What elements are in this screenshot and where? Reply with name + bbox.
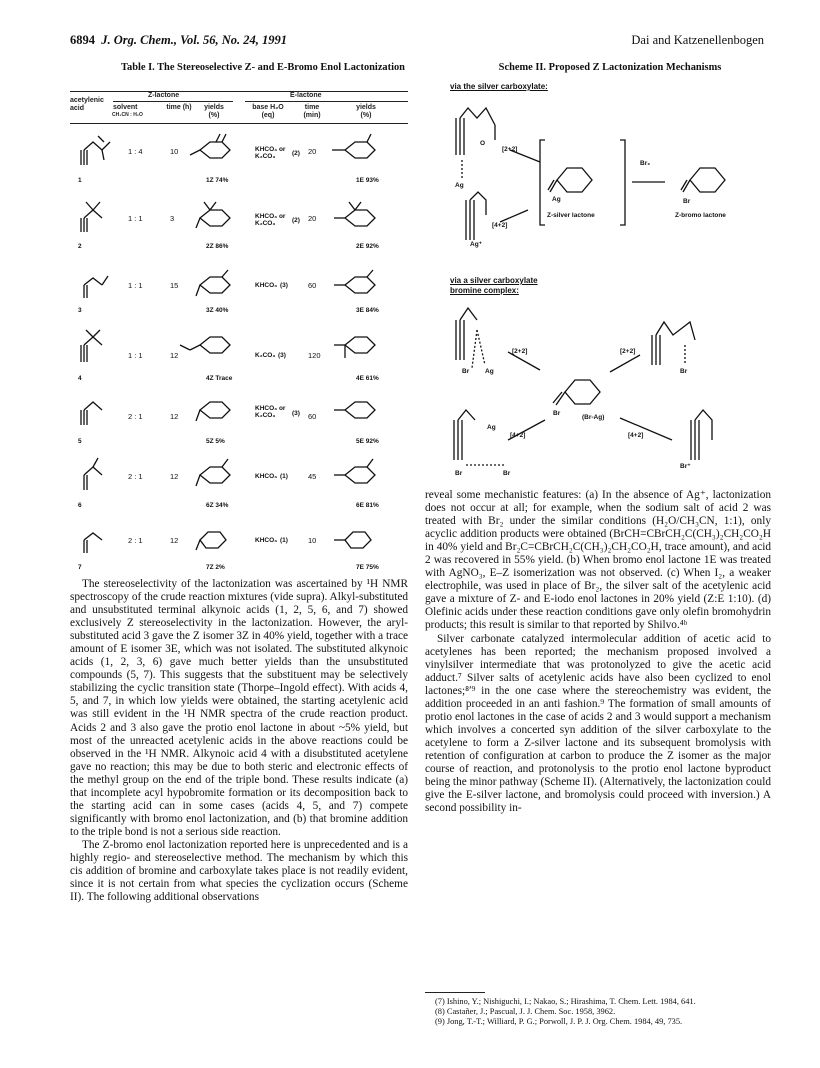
z-yield-cell: 6Z 34% — [206, 502, 229, 509]
references — [425, 997, 771, 1027]
base-cell: KHCO₃ or K₂CO₃ — [255, 146, 286, 160]
min-cell: 20 — [308, 147, 317, 156]
reference-item: (7) Ishino, Y.; Nishiguchi, I.; Nakao, S.; Hirashima, T. Chem. Lett. 1984, 641. — [435, 997, 696, 1006]
paragraph: The stereoselectivity of the lactonization was ascertained by ¹H NMR spectroscopy of the crude reaction mixtures (vide supra). Alkyl-substituted and unsubstituted terminal alkynoic acids (1, 2, 5, 6, and 7) showed exclusively Z stereoselectivity in the lactonization. However, the aryl-substituted acid 3 gave the Z isomer 3Z in 40% yield, together with a trace amount of E isomer 3E, which was not isolated. The substituted alkynoic acids (1, 2, 3, 6) gave much better yields than the unsubstituted compounds (5, 7). This suggests that the substituent may be selectively stabilizing the cyclic transition state (Thorpe–Ingold effect). With acids 4, 5, and 7, in which low yields were obtained, the starting acetylenic acid was still evident in the ¹H NMR spectra of the crude reaction product. Acids 2 and 3 also gave the protio enol lactone in about ~5% yield, but most of the unreacted acetylenic acids in the above reactions could be observed in the ¹H NMR. Alkynoic acid 4 with a disubstituted acetylene gave no reaction; this may be due to both steric and electronic effects of the methyl group on the end of the triple bond. These results indicate (a) that incomplete acyl hypobromite formation or its decomposition back to the starting acid can in some cases (acids 4, 5, and 7) compete significantly with bromo enol lactonization, and (b) that bromine addition to the triple bond is not a serious side reaction. — [70, 578, 408, 838]
base-cell: KHCO₃ — [255, 473, 278, 480]
scheme-label-br-e: Br — [455, 470, 463, 477]
scheme-label-br: Br — [683, 198, 691, 205]
scheme-label-agplus: Ag⁺ — [470, 241, 483, 248]
scheme-label-br-d: Br — [553, 410, 561, 417]
time-cell: 12 — [170, 351, 179, 360]
scheme-label-ag2: Ag — [552, 196, 561, 203]
acid-number: 4 — [78, 375, 82, 382]
min-cell: 20 — [308, 214, 317, 223]
e-yield-cell: 7E 75% — [356, 564, 379, 571]
scheme-label-br-b: Br — [462, 368, 470, 375]
acid-number: 2 — [78, 243, 82, 250]
z-yield-cell: 2Z 86% — [206, 243, 229, 250]
page-number: 6894 — [70, 33, 95, 47]
base-cell: K₂CO₃ — [255, 352, 276, 359]
time-cell: 12 — [170, 472, 179, 481]
ratio-cell: 2 : 1 — [128, 412, 143, 421]
scheme-label-brag: (Br-Ag) — [582, 414, 605, 421]
time-cell: 3 — [170, 214, 175, 223]
eq-cell: (2) — [292, 150, 300, 157]
base-cell: KHCO₃ or K₂CO₃ — [255, 405, 286, 419]
z-silver-lactone-label: Z-silver lactone — [547, 212, 595, 219]
scheme-label-ag-b: Ag — [485, 368, 494, 375]
scheme-subhead-1: via the silver carboxylate: — [450, 82, 548, 91]
z-bromo-lactone-label: Z-bromo lactone — [675, 212, 726, 219]
right-column-text — [425, 489, 771, 815]
base-cell: KHCO₃ — [255, 282, 278, 289]
min-cell: 10 — [308, 536, 317, 545]
z-yield-cell: 4Z Trace — [206, 375, 233, 382]
eq-cell: (1) — [280, 473, 288, 480]
e-yield-cell: 1E 93% — [356, 177, 379, 184]
acid-number: 1 — [78, 177, 82, 184]
e-yield-cell: 6E 81% — [356, 502, 379, 509]
col-acetylenic-acid: acetylenic acid — [70, 97, 104, 112]
scheme-label-ag-c: Ag — [487, 424, 496, 431]
e-yield-cell: 3E 84% — [356, 307, 379, 314]
scheme-label-p42: [4+2] — [492, 222, 508, 229]
col-solvent: solvent — [113, 104, 138, 111]
scheme-label-p22-b: [2+2] — [512, 348, 528, 355]
left-column-text — [70, 578, 408, 904]
ratio-cell: 2 : 1 — [128, 472, 143, 481]
min-cell: 45 — [308, 472, 317, 481]
ratio-cell: 1 : 1 — [128, 214, 143, 223]
table-caption: Table I. The Stereoselective Z- and E-Bromo Enol Lactonization — [121, 62, 405, 73]
time-cell: 12 — [170, 412, 179, 421]
z-yield-cell: 1Z 74% — [206, 177, 229, 184]
paragraph: reveal some mechanistic features: (a) In the absence of Ag⁺, lactonization does not occur at all; for example, when the sodium salt of acid 2 was treated with Br₂ under the similar conditions (H₂O/CH₃CN, 1:1), only acyclic addition products were obtained (BrCH=CBrCH₂C(CH₃)₂CH₂CO₂H in 40% yield and Br₂C=CBrCH₂C(CH₃)₂CH₂CO₂H, trace amount), and acid 2 was recovered in 55% yield. (b) When bromo enol lactone 1E was treated with AgNO₃, E–Z isomerization was not observed. (c) When I₂, a weaker electrophile, was used in place of Br₂, the silver salt of the acetylenic acid gave a mixture of Z- and E-iodo enol lactones in 20% yield (Z:E 1:10). (d) Olefinic acids under these reaction conditions gave only olefin bromohydrin products; this result is similar to that reported by Shilvo.⁴ᵇ — [425, 489, 771, 632]
eq-cell: (3) — [292, 410, 300, 417]
time-cell: 15 — [170, 281, 179, 290]
time-cell: 10 — [170, 147, 179, 156]
min-cell: 120 — [308, 351, 321, 360]
paragraph: The Z-bromo enol lactonization reported here is unprecedented and is a highly regio- and stereoselective method. The mechanism by which this cis addition of bromine and carboxylate takes place is not readily evident, since it is not certain from what species the cyclization occurs (Scheme II). The following additional observations — [70, 838, 408, 904]
col-z-yields: yields (%) — [204, 104, 224, 119]
min-cell: 60 — [308, 412, 317, 421]
col-solvent-sub: CH₃CN : H₂O — [112, 112, 143, 118]
acid-number: 6 — [78, 502, 82, 509]
scheme-label-br2: Br₂ — [640, 160, 651, 167]
scheme-label-br-f: Br — [503, 470, 511, 477]
base-cell: KHCO₃ — [255, 537, 278, 544]
col-e-yields: yields (%) — [356, 104, 376, 119]
journal-citation: J. Org. Chem., Vol. 56, No. 24, 1991 — [101, 33, 288, 47]
time-cell: 12 — [170, 536, 179, 545]
z-yield-cell: 7Z 2% — [206, 564, 225, 571]
scheme-label-br-c: Br — [680, 368, 688, 375]
scheme-label-p42-b: [4+2] — [510, 432, 526, 439]
acid-number: 3 — [78, 307, 82, 314]
scheme-subhead-2: via a silver carboxylate bromine complex: — [450, 276, 538, 295]
z-yield-cell: 5Z 5% — [206, 438, 225, 445]
footnote-rule — [425, 992, 485, 993]
group-z-lactone: Z-lactone — [148, 92, 180, 99]
base-cell: KHCO₃ or K₂CO₃ — [255, 213, 286, 227]
e-yield-cell: 2E 92% — [356, 243, 379, 250]
min-cell: 60 — [308, 281, 317, 290]
scheme-label-p42-c: [4+2] — [628, 432, 644, 439]
scheme-caption: Scheme II. Proposed Z Lactonization Mechanisms — [498, 62, 722, 73]
reference-item: (9) Jong, T.-T.; Williard, P. G.; Porwoll, J. P. J. Org. Chem. 1984, 49, 735. — [435, 1017, 683, 1026]
eq-cell: (3) — [278, 352, 286, 359]
col-e-base: base H₂O (eq) — [252, 104, 284, 119]
scheme-label-brplus: Br⁺ — [680, 463, 691, 470]
eq-cell: (2) — [292, 217, 300, 224]
ratio-cell: 1 : 1 — [128, 281, 143, 290]
running-header-authors: Dai and Katzenellenbogen — [631, 33, 764, 47]
eq-cell: (3) — [280, 282, 288, 289]
group-e-lactone: E-lactone — [290, 92, 322, 99]
ratio-cell: 1 : 4 — [128, 147, 143, 156]
col-e-time: time (min) — [303, 104, 321, 119]
z-yield-cell: 3Z 40% — [206, 307, 229, 314]
scheme-label-ag: Ag — [455, 182, 464, 189]
ratio-cell: 1 : 1 — [128, 351, 143, 360]
paragraph: Silver carbonate catalyzed intermolecular addition of acetic acid to acetylenes has been reported; the mechanism proposed involved a vinylsilver intermediate that was protonolyzed to give the acetic acid adduct.⁷ Silver salts of acetylenic acids have also been cyclized to enol lactones;⁸ʹ⁹ in the one case where the stereochemistry was evident, the addition proceeded in an anti fashion.⁹ The formation of small amounts of protio enol lactones in the case of acids 2 and 3 would support a mechanism which involves a concerted syn addition of the silver carboxylate to the acetylene to form a Z-silver lactone and its subsequent bromolysis with retention of configuration at carbon to produce the Z isomer as the major course of reaction, and protonolysis to the protio enol lactone byproduct being the minor pathway (Scheme II). (Alternatively, the lactonization could give the E-silver lactone, and bromolysis could proceed with inversion.) A second possibility in- — [425, 632, 771, 815]
scheme-label-o: O — [480, 140, 486, 147]
scheme-label-p22-c: [2+2] — [620, 348, 636, 355]
e-yield-cell: 5E 92% — [356, 438, 379, 445]
scheme-label-p22: [2+2] — [502, 146, 518, 153]
acid-number: 7 — [78, 564, 82, 571]
e-yield-cell: 4E 61% — [356, 375, 379, 382]
eq-cell: (1) — [280, 537, 288, 544]
acid-number: 5 — [78, 438, 82, 445]
col-z-time: time (h) — [166, 104, 192, 111]
ratio-cell: 2 : 1 — [128, 536, 143, 545]
reference-item: (8) Castañer, J.; Pascual, J. J. Chem. Soc. 1958, 3962. — [435, 1007, 616, 1016]
